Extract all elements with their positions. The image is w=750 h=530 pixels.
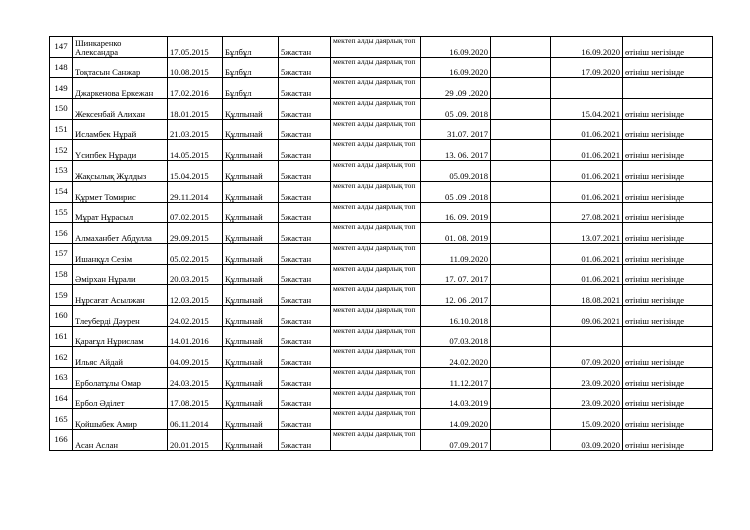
birth-date: 05.02.2015: [168, 243, 223, 264]
table-row: [50, 57, 713, 78]
row-number: 164: [50, 388, 73, 409]
admission-date: 05 .09 .2018: [421, 181, 491, 202]
leave-basis: өтініш негізінде: [623, 347, 713, 368]
leave-basis: өтініш негізінде: [623, 243, 713, 264]
leave-date: 09.06.2021: [551, 305, 623, 326]
admission-date: 11.09.2020: [421, 243, 491, 264]
empty-cell: [491, 99, 551, 120]
group-type: мектеп алды даярлық топ: [331, 181, 421, 202]
child-name: Ерболатұлы Омар: [73, 368, 168, 389]
age-group: 5жастан: [279, 181, 331, 202]
group-name: Бұлбұл: [223, 37, 279, 58]
leave-date: 15.04.2021: [551, 99, 623, 120]
row-number: 165: [50, 409, 73, 430]
leave-date: 01.06.2021: [551, 140, 623, 161]
children-register-table: [49, 36, 713, 451]
empty-cell: [491, 57, 551, 78]
group-name: Құлпынай: [223, 202, 279, 223]
group-type: мектеп алды даярлық топ: [331, 243, 421, 264]
age-group: 5жастан: [279, 264, 331, 285]
age-group: 5жастан: [279, 202, 331, 223]
child-name: Әмірхан Нұрали: [73, 264, 168, 285]
group-name: Құлпынай: [223, 140, 279, 161]
age-group: 5жастан: [279, 78, 331, 99]
leave-basis: өтініш негізінде: [623, 264, 713, 285]
age-group: 5жастан: [279, 368, 331, 389]
child-name: Қойшыбек Амир: [73, 409, 168, 430]
child-name: Тоқтасын Санжар: [73, 57, 168, 78]
admission-date: 14.03.2019: [421, 388, 491, 409]
leave-basis: өтініш негізінде: [623, 305, 713, 326]
table-row: [50, 409, 713, 430]
leave-basis: өтініш негізінде: [623, 202, 713, 223]
row-number: 149: [50, 78, 73, 99]
leave-date: 17.09.2020: [551, 57, 623, 78]
age-group: 5жастан: [279, 430, 331, 451]
row-number: 160: [50, 305, 73, 326]
group-name: Құлпынай: [223, 430, 279, 451]
birth-date: 17.02.2016: [168, 78, 223, 99]
child-name: Шинкаренко Александра: [73, 37, 168, 58]
table-row: [50, 99, 713, 120]
table-row: [50, 388, 713, 409]
birth-date: 24.02.2015: [168, 305, 223, 326]
leave-basis: өтініш негізінде: [623, 37, 713, 58]
table-row: [50, 347, 713, 368]
admission-date: 16.09.2020: [421, 37, 491, 58]
admission-date: 07.09.2017: [421, 430, 491, 451]
row-number: 147: [50, 37, 73, 58]
age-group: 5жастан: [279, 285, 331, 306]
table-row: [50, 202, 713, 223]
admission-date: 31.07. 2017: [421, 119, 491, 140]
table-row: [50, 140, 713, 161]
group-name: Құлпынай: [223, 368, 279, 389]
child-name: Ильяс Айдай: [73, 347, 168, 368]
age-group: 5жастан: [279, 243, 331, 264]
group-name: Бұлбұл: [223, 78, 279, 99]
leave-date: 01.06.2021: [551, 119, 623, 140]
birth-date: 17.05.2015: [168, 37, 223, 58]
table-row: [50, 368, 713, 389]
group-name: Құлпынай: [223, 285, 279, 306]
child-name: Тлеуберді Дәурен: [73, 305, 168, 326]
child-name: Құрмет Томирис: [73, 181, 168, 202]
group-name: Құлпынай: [223, 181, 279, 202]
group-type: мектеп алды даярлық топ: [331, 99, 421, 120]
leave-date: 27.08.2021: [551, 202, 623, 223]
row-number: 159: [50, 285, 73, 306]
admission-date: 05 .09. 2018: [421, 99, 491, 120]
leave-date: 23.09.2020: [551, 368, 623, 389]
age-group: 5жастан: [279, 119, 331, 140]
leave-date: 03.09.2020: [551, 430, 623, 451]
leave-basis: өтініш негізінде: [623, 119, 713, 140]
row-number: 163: [50, 368, 73, 389]
leave-basis: өтініш негізінде: [623, 161, 713, 182]
group-type: мектеп алды даярлық топ: [331, 368, 421, 389]
group-type: мектеп алды даярлық топ: [331, 264, 421, 285]
table-row: [50, 430, 713, 451]
birth-date: 15.04.2015: [168, 161, 223, 182]
leave-date: 13.07.2021: [551, 223, 623, 244]
group-name: Құлпынай: [223, 119, 279, 140]
empty-cell: [491, 140, 551, 161]
leave-date: 23.09.2020: [551, 388, 623, 409]
child-name: Асан Аслан: [73, 430, 168, 451]
leave-date: 15.09.2020: [551, 409, 623, 430]
group-type: мектеп алды даярлық топ: [331, 78, 421, 99]
empty-cell: [491, 285, 551, 306]
empty-cell: [491, 161, 551, 182]
empty-cell: [491, 368, 551, 389]
group-type: мектеп алды даярлық топ: [331, 202, 421, 223]
empty-cell: [491, 264, 551, 285]
group-name: Құлпынай: [223, 243, 279, 264]
leave-basis: өтініш негізінде: [623, 430, 713, 451]
age-group: 5жастан: [279, 37, 331, 58]
row-number: 158: [50, 264, 73, 285]
leave-date: 01.06.2021: [551, 243, 623, 264]
row-number: 151: [50, 119, 73, 140]
birth-date: 20.03.2015: [168, 264, 223, 285]
table-row: [50, 326, 713, 347]
group-name: Құлпынай: [223, 409, 279, 430]
row-number: 150: [50, 99, 73, 120]
age-group: 5жастан: [279, 347, 331, 368]
birth-date: 29.11.2014: [168, 181, 223, 202]
birth-date: 21.03.2015: [168, 119, 223, 140]
group-type: мектеп алды даярлық топ: [331, 119, 421, 140]
row-number: 153: [50, 161, 73, 182]
group-type: мектеп алды даярлық топ: [331, 161, 421, 182]
group-type: мектеп алды даярлық топ: [331, 57, 421, 78]
birth-date: 29.09.2015: [168, 223, 223, 244]
group-type: мектеп алды даярлық топ: [331, 37, 421, 58]
child-name: Ишанқұл Сезім: [73, 243, 168, 264]
table-row: [50, 37, 713, 58]
admission-date: 05.09.2018: [421, 161, 491, 182]
group-name: Құлпынай: [223, 326, 279, 347]
birth-date: 14.05.2015: [168, 140, 223, 161]
group-type: мектеп алды даярлық топ: [331, 285, 421, 306]
table-row: [50, 181, 713, 202]
child-name: Ербол Әділет: [73, 388, 168, 409]
age-group: 5жастан: [279, 57, 331, 78]
admission-date: 16.10.2018: [421, 305, 491, 326]
age-group: 5жастан: [279, 223, 331, 244]
admission-date: 01. 08. 2019: [421, 223, 491, 244]
leave-basis: [623, 78, 713, 99]
leave-basis: өтініш негізінде: [623, 223, 713, 244]
age-group: 5жастан: [279, 326, 331, 347]
leave-date: 07.09.2020: [551, 347, 623, 368]
empty-cell: [491, 181, 551, 202]
row-number: 166: [50, 430, 73, 451]
group-name: Құлпынай: [223, 99, 279, 120]
child-name: Жақсылық Жұлдыз: [73, 161, 168, 182]
empty-cell: [491, 223, 551, 244]
row-number: 148: [50, 57, 73, 78]
leave-basis: [623, 326, 713, 347]
child-name: Алмаханбет Абдулла: [73, 223, 168, 244]
admission-date: 14.09.2020: [421, 409, 491, 430]
leave-basis: өтініш негізінде: [623, 368, 713, 389]
age-group: 5жастан: [279, 388, 331, 409]
leave-date: 16.09.2020: [551, 37, 623, 58]
admission-date: 07.03.2018: [421, 326, 491, 347]
row-number: 162: [50, 347, 73, 368]
empty-cell: [491, 37, 551, 58]
table-row: [50, 305, 713, 326]
table-row: [50, 264, 713, 285]
admission-date: 16.09.2020: [421, 57, 491, 78]
birth-date: 10.08.2015: [168, 57, 223, 78]
leave-basis: өтініш негізінде: [623, 388, 713, 409]
empty-cell: [491, 202, 551, 223]
leave-date: 01.06.2021: [551, 161, 623, 182]
group-name: Құлпынай: [223, 388, 279, 409]
age-group: 5жастан: [279, 99, 331, 120]
group-name: Құлпынай: [223, 264, 279, 285]
row-number: 155: [50, 202, 73, 223]
leave-basis: өтініш негізінде: [623, 140, 713, 161]
admission-date: 29 .09 .2020: [421, 78, 491, 99]
group-type: мектеп алды даярлық топ: [331, 347, 421, 368]
table-row: [50, 223, 713, 244]
birth-date: 17.08.2015: [168, 388, 223, 409]
table-row: [50, 243, 713, 264]
birth-date: 12.03.2015: [168, 285, 223, 306]
leave-basis: өтініш негізінде: [623, 181, 713, 202]
age-group: 5жастан: [279, 305, 331, 326]
age-group: 5жастан: [279, 161, 331, 182]
table-body: [50, 37, 713, 451]
leave-date: [551, 78, 623, 99]
child-name: Джаркенова Еркежан: [73, 78, 168, 99]
child-name: Қарағұл Нұрислам: [73, 326, 168, 347]
leave-date: 01.06.2021: [551, 181, 623, 202]
admission-date: 17. 07. 2017: [421, 264, 491, 285]
birth-date: 20.01.2015: [168, 430, 223, 451]
age-group: 5жастан: [279, 140, 331, 161]
empty-cell: [491, 430, 551, 451]
empty-cell: [491, 119, 551, 140]
row-number: 154: [50, 181, 73, 202]
age-group: 5жастан: [279, 409, 331, 430]
table-row: [50, 285, 713, 306]
child-name: Нұрсағат Асылжан: [73, 285, 168, 306]
empty-cell: [491, 305, 551, 326]
group-name: Құлпынай: [223, 347, 279, 368]
leave-basis: өтініш негізінде: [623, 99, 713, 120]
empty-cell: [491, 388, 551, 409]
birth-date: 18.01.2015: [168, 99, 223, 120]
admission-date: 16. 09. 2019: [421, 202, 491, 223]
empty-cell: [491, 409, 551, 430]
leave-date: 01.06.2021: [551, 264, 623, 285]
empty-cell: [491, 347, 551, 368]
leave-date: [551, 326, 623, 347]
admission-date: 13. 06. 2017: [421, 140, 491, 161]
birth-date: 07.02.2015: [168, 202, 223, 223]
empty-cell: [491, 243, 551, 264]
group-type: мектеп алды даярлық топ: [331, 140, 421, 161]
leave-basis: өтініш негізінде: [623, 285, 713, 306]
empty-cell: [491, 326, 551, 347]
group-type: мектеп алды даярлық топ: [331, 430, 421, 451]
leave-date: 18.08.2021: [551, 285, 623, 306]
child-name: Исламбек Нұрай: [73, 119, 168, 140]
birth-date: 14.01.2016: [168, 326, 223, 347]
row-number: 156: [50, 223, 73, 244]
group-type: мектеп алды даярлық топ: [331, 409, 421, 430]
group-type: мектеп алды даярлық топ: [331, 305, 421, 326]
table-row: [50, 161, 713, 182]
group-type: мектеп алды даярлық топ: [331, 388, 421, 409]
group-name: Бұлбұл: [223, 57, 279, 78]
child-name: Мұрат Нұрасыл: [73, 202, 168, 223]
table-row: [50, 119, 713, 140]
leave-basis: өтініш негізінде: [623, 409, 713, 430]
admission-date: 24.02.2020: [421, 347, 491, 368]
table-row: [50, 78, 713, 99]
birth-date: 04.09.2015: [168, 347, 223, 368]
empty-cell: [491, 78, 551, 99]
birth-date: 06.11.2014: [168, 409, 223, 430]
row-number: 152: [50, 140, 73, 161]
group-name: Құлпынай: [223, 223, 279, 244]
child-name: Жексенбай Алихан: [73, 99, 168, 120]
admission-date: 11.12.2017: [421, 368, 491, 389]
group-name: Құлпынай: [223, 305, 279, 326]
group-type: мектеп алды даярлық топ: [331, 223, 421, 244]
group-name: Құлпынай: [223, 161, 279, 182]
row-number: 161: [50, 326, 73, 347]
leave-basis: өтініш негізінде: [623, 57, 713, 78]
row-number: 157: [50, 243, 73, 264]
group-type: мектеп алды даярлық топ: [331, 326, 421, 347]
birth-date: 24.03.2015: [168, 368, 223, 389]
admission-date: 12. 06 .2017: [421, 285, 491, 306]
child-name: Үсипбек Нұради: [73, 140, 168, 161]
